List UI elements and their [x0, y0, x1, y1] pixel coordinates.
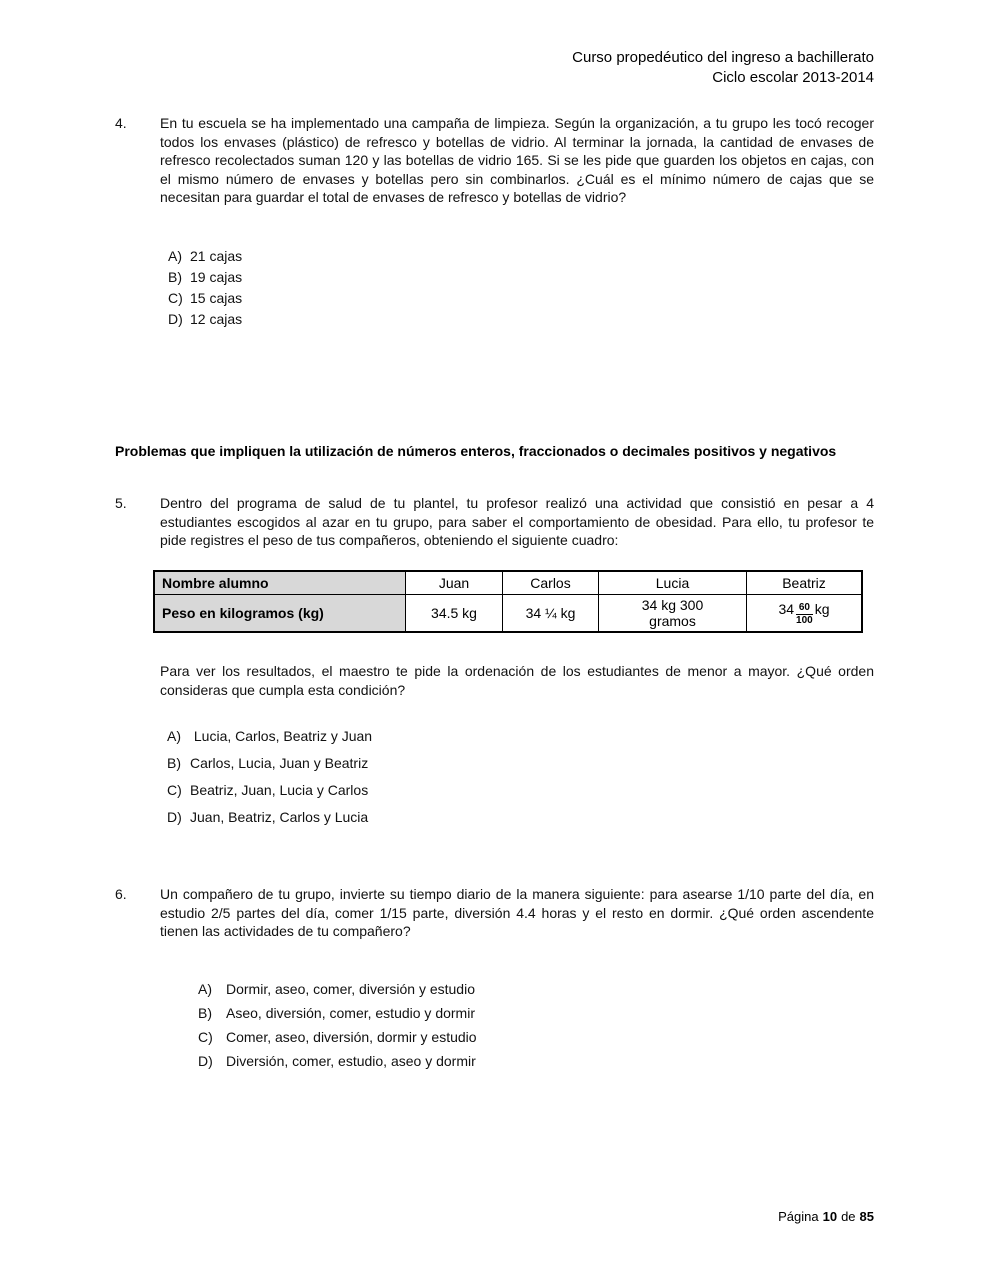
footer-of: de — [841, 1209, 856, 1224]
weight-juan: 34.5 kg — [406, 595, 503, 633]
table-row-label: Peso en kilogramos (kg) — [154, 595, 406, 633]
option-a — [167, 729, 372, 744]
option-letter: C) — [168, 290, 183, 306]
table-header-beatriz: Beatriz — [747, 571, 863, 595]
option-d — [167, 810, 372, 825]
question-4 — [115, 114, 874, 207]
fraction-numerator: 60 — [796, 603, 813, 615]
option-text: Aseo, diversión, comer, estudio y dormir — [226, 1005, 475, 1021]
fraction — [796, 603, 813, 626]
option-d — [168, 309, 242, 330]
option-text: Diversión, comer, estudio, aseo y dormir — [226, 1053, 476, 1069]
table-header-juan: Juan — [406, 571, 503, 595]
option-letter: D) — [168, 311, 183, 327]
question-5-text: Dentro del programa de salud de tu plantel, tu profesor realizó una actividad que consistió en pesar a 4 estudiantes escogidos al azar en tu grupo, para saber el comportamiento de obesidad. Para ello, tu profesor te pide registres el peso de tus compañeros, obteniendo el siguiente cuadro: — [160, 495, 874, 549]
table-corner-label: Nombre alumno — [154, 571, 406, 595]
weights-table — [153, 570, 863, 633]
question-5-options — [167, 729, 372, 837]
option-c — [198, 1030, 477, 1045]
option-letter: A) — [198, 981, 212, 997]
table-header-carlos: Carlos — [503, 571, 599, 595]
option-c — [168, 288, 242, 309]
option-letter: B) — [168, 269, 182, 285]
footer-prefix: Página — [778, 1209, 819, 1224]
weight-beatriz-whole: 34 — [778, 600, 795, 617]
weight-beatriz — [747, 595, 863, 633]
section-heading: Problemas que impliquen la utilización de números enteros, fraccionados o decimales positivos y negativos — [115, 443, 837, 459]
option-text: Beatriz, Juan, Lucia y Carlos — [190, 782, 369, 798]
option-text: Dormir, aseo, comer, diversión y estudio — [226, 981, 475, 997]
option-text: Juan, Beatriz, Carlos y Lucia — [190, 809, 369, 825]
question-5-followup-text: Para ver los resultados, el maestro te pide la ordenación de los estudiantes de menor a mayor. ¿Qué orden consideras que cumpla esta condición? — [160, 663, 874, 698]
footer-page-number: 10 — [822, 1209, 838, 1224]
option-letter: B) — [167, 755, 181, 771]
option-letter: C) — [167, 782, 182, 798]
header-school-cycle: Ciclo escolar 2013-2014 — [712, 69, 874, 86]
option-letter: D) — [198, 1053, 213, 1069]
option-d — [198, 1054, 477, 1069]
weight-beatriz-unit: kg — [814, 600, 830, 617]
option-letter: A) — [167, 728, 181, 744]
footer-total-pages: 85 — [859, 1209, 874, 1224]
option-text: 12 cajas — [190, 311, 243, 327]
page-header — [572, 48, 874, 88]
option-text: 19 cajas — [190, 269, 243, 285]
question-4-options — [168, 246, 242, 330]
option-b — [168, 267, 242, 288]
option-b — [198, 1006, 477, 1021]
weight-lucia-text: 34 kg 300 gramos — [641, 597, 704, 629]
header-course-title: Curso propedéutico del ingreso a bachillerato — [572, 49, 874, 66]
question-4-text: En tu escuela se ha implementado una campaña de limpieza. Según la organización, a tu grupo les tocó recoger todos los envases (plástico) de refresco y botellas de vidrio. Al terminar la jornada, la cantidad de envases de refresco recolectados suman 120 y las botellas de vidrio 165. Si se les pide que guarden los objetos en cajas, con el mismo número de envases y botellas pero sin combinarlos. ¿Cuál es el mínimo número de cajas que se necesitan para guardar el total de envases de refresco y botellas de vidrio? — [160, 115, 874, 206]
table-header-lucia: Lucia — [599, 571, 747, 595]
option-c — [167, 783, 372, 798]
option-letter: A) — [168, 248, 182, 264]
option-text: Comer, aseo, diversión, dormir y estudio — [226, 1029, 477, 1045]
option-text: 21 cajas — [190, 248, 243, 264]
option-a — [168, 246, 242, 267]
option-a — [198, 982, 477, 997]
option-letter: D) — [167, 809, 182, 825]
weight-lucia — [599, 595, 747, 633]
footer-page-indicator — [778, 1209, 874, 1224]
option-text: Carlos, Lucia, Juan y Beatriz — [190, 755, 369, 771]
option-b — [167, 756, 372, 771]
fraction-denominator: 100 — [796, 614, 813, 626]
weight-carlos: 34 ¼ kg — [503, 595, 599, 633]
question-6-options — [198, 982, 477, 1078]
question-6-text: Un compañero de tu grupo, invierte su tiempo diario de la manera siguiente: para asearse 1/10 parte del día, en estudio 2/5 partes del día, comer 1/15 parte, diversión 4.4 horas y el resto en dormir. ¿Qué orden ascendente tienen las actividades de tu compañero? — [160, 886, 874, 940]
option-letter: C) — [198, 1029, 213, 1045]
option-letter: B) — [198, 1005, 212, 1021]
question-6-number: 6. — [115, 886, 127, 902]
question-6 — [115, 885, 874, 941]
option-text: 15 cajas — [190, 290, 243, 306]
question-5-number: 5. — [115, 495, 127, 511]
question-5 — [115, 494, 874, 550]
question-4-number: 4. — [115, 115, 127, 131]
option-text: Lucia, Carlos, Beatriz y Juan — [190, 728, 373, 744]
